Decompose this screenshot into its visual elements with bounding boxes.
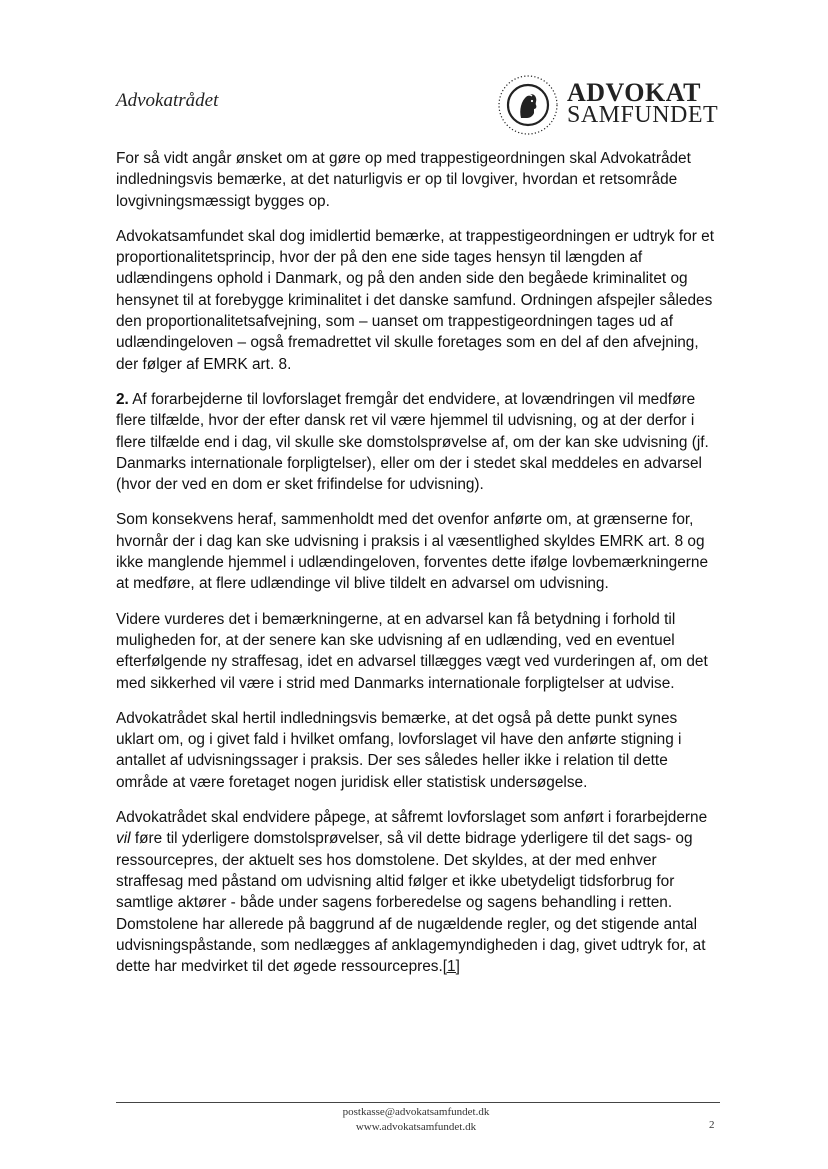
paragraph-text: føre til yderligere domstolsprøvelser, så vil dette bidrage yderligere til det sags- og ressourcepres, der aktuelt ses hos domstolene. Det skyldes, at der med enhver straffesag med påstand om udvisning altid følger et ikke ubetydeligt tidsforbrug for samtlige aktører - både under sagens forberedelse og sagens behandling i retten. Domstolene har allerede på baggrund af de nugældende regler, og det stigende antal udvisningspåstande, som nedlægges af anklagemyndigheden i dag, givet udtryk for, at dette har medvirket til det øgede ressourcepres. — [116, 830, 706, 976]
paragraph: Som konsekvens heraf, sammenholdt med det ovenfor anførte om, at grænserne for, hvornår der i dag kan ske udvisning i praksis i al væsentlighed skyldes EMRK art. 8 og ikke manglende hjemmel i udlændingeloven, forventes dette ifølge lovbemærkningerne at medføre, at flere udlændinge vil blive tildelt en advarsel om udvisning. — [116, 511, 709, 593]
logo-wordmark-line1: ADVOKAT — [567, 78, 701, 107]
footer-email: postkasse@advokatsamfundet.dk — [342, 1106, 490, 1118]
page-number: 2 — [709, 1119, 715, 1131]
paragraph: Advokatsamfundet skal dog imidlertid bemærke, at trappestigeordningen er udtryk for et proportionalitetsprincip, hvor der på den ene side tages hensyn til længden af udlændingens ophold i Danmark, og på den anden side den begåede kriminalitet og hensynet til at forebygge kriminalitet i det danske samfund. Ordningen afspejler således den proportionalitetsafvejning, som – uanset om trappestigeordningen tages ud af udlændingeloven – også fremadrettet vil skulle foretages som en del af den afvejning, der følger af EMRK art. 8. — [116, 227, 714, 373]
advokatsamfundet-logo — [497, 66, 727, 142]
seal-icon — [497, 74, 559, 136]
paragraph: Videre vurderes det i bemærkningerne, at en advarsel kan få betydning i forhold til muligheden for, at der senere kan ske udvisning af en udlænding, ved en eventuel efterfølgende ny straffesag, idet en advarsel tillægges vægt ved vurderingen af, om det med sikkerhed vil være i strid med Danmarks internationale forpligtelser at udvise. — [116, 610, 708, 692]
footer-website: www.advokatsamfundet.dk — [355, 1121, 477, 1133]
footer-divider — [116, 1102, 720, 1103]
letter-body — [116, 148, 716, 991]
footnote-link[interactable]: [1] — [442, 958, 460, 976]
italic-emphasis: vil — [116, 830, 131, 848]
paragraph: Advokatrådet skal hertil indledningsvis bemærke, at det også på dette punkt synes uklart om, og i givet fald i hvilket omfang, lovforslaget vil have den anførte stigning i antallet af udvisningssager i praksis. Der ses således heller ikke i relation til dette område at være foretaget nogen juridisk eller statistisk undersøgelse. — [116, 709, 682, 791]
sender-title: Advokatrådet — [116, 90, 219, 111]
paragraph — [116, 389, 716, 495]
paragraph: For så vidt angår ønsket om at gøre op med trappestigeordningen skal Advokatrådet indledningsvis bemærke, at det naturligvis er op til lovgiver, hvordan et retsområde lovgivningsmæssigt bygges op. — [116, 150, 691, 210]
paragraph-text: Af forarbejderne til lovforslaget fremgår det endvidere, at lovændringen vil medføre flere tilfælde, hvor der efter dansk ret vil være hjemmel til udvisning, og at der derfor i flere tilfælde end i dag, vil skulle ske domstolsprøvelse af, om der kan ske udvisning (jf. Danmarks internationale forpligtelser), eller om der i stedet skal meddeles en advarsel (hvor der ved en dom er sket frifindelse for udvisning). — [116, 390, 709, 494]
paragraph — [116, 807, 716, 977]
footer — [116, 1105, 716, 1135]
section-number: 2. — [116, 390, 129, 408]
paragraph-text: Advokatrådet skal endvidere påpege, at såfremt lovforslaget som anført i forarbejderne — [116, 809, 708, 827]
logo-wordmark-line2: SAMFUNDET — [567, 102, 719, 128]
